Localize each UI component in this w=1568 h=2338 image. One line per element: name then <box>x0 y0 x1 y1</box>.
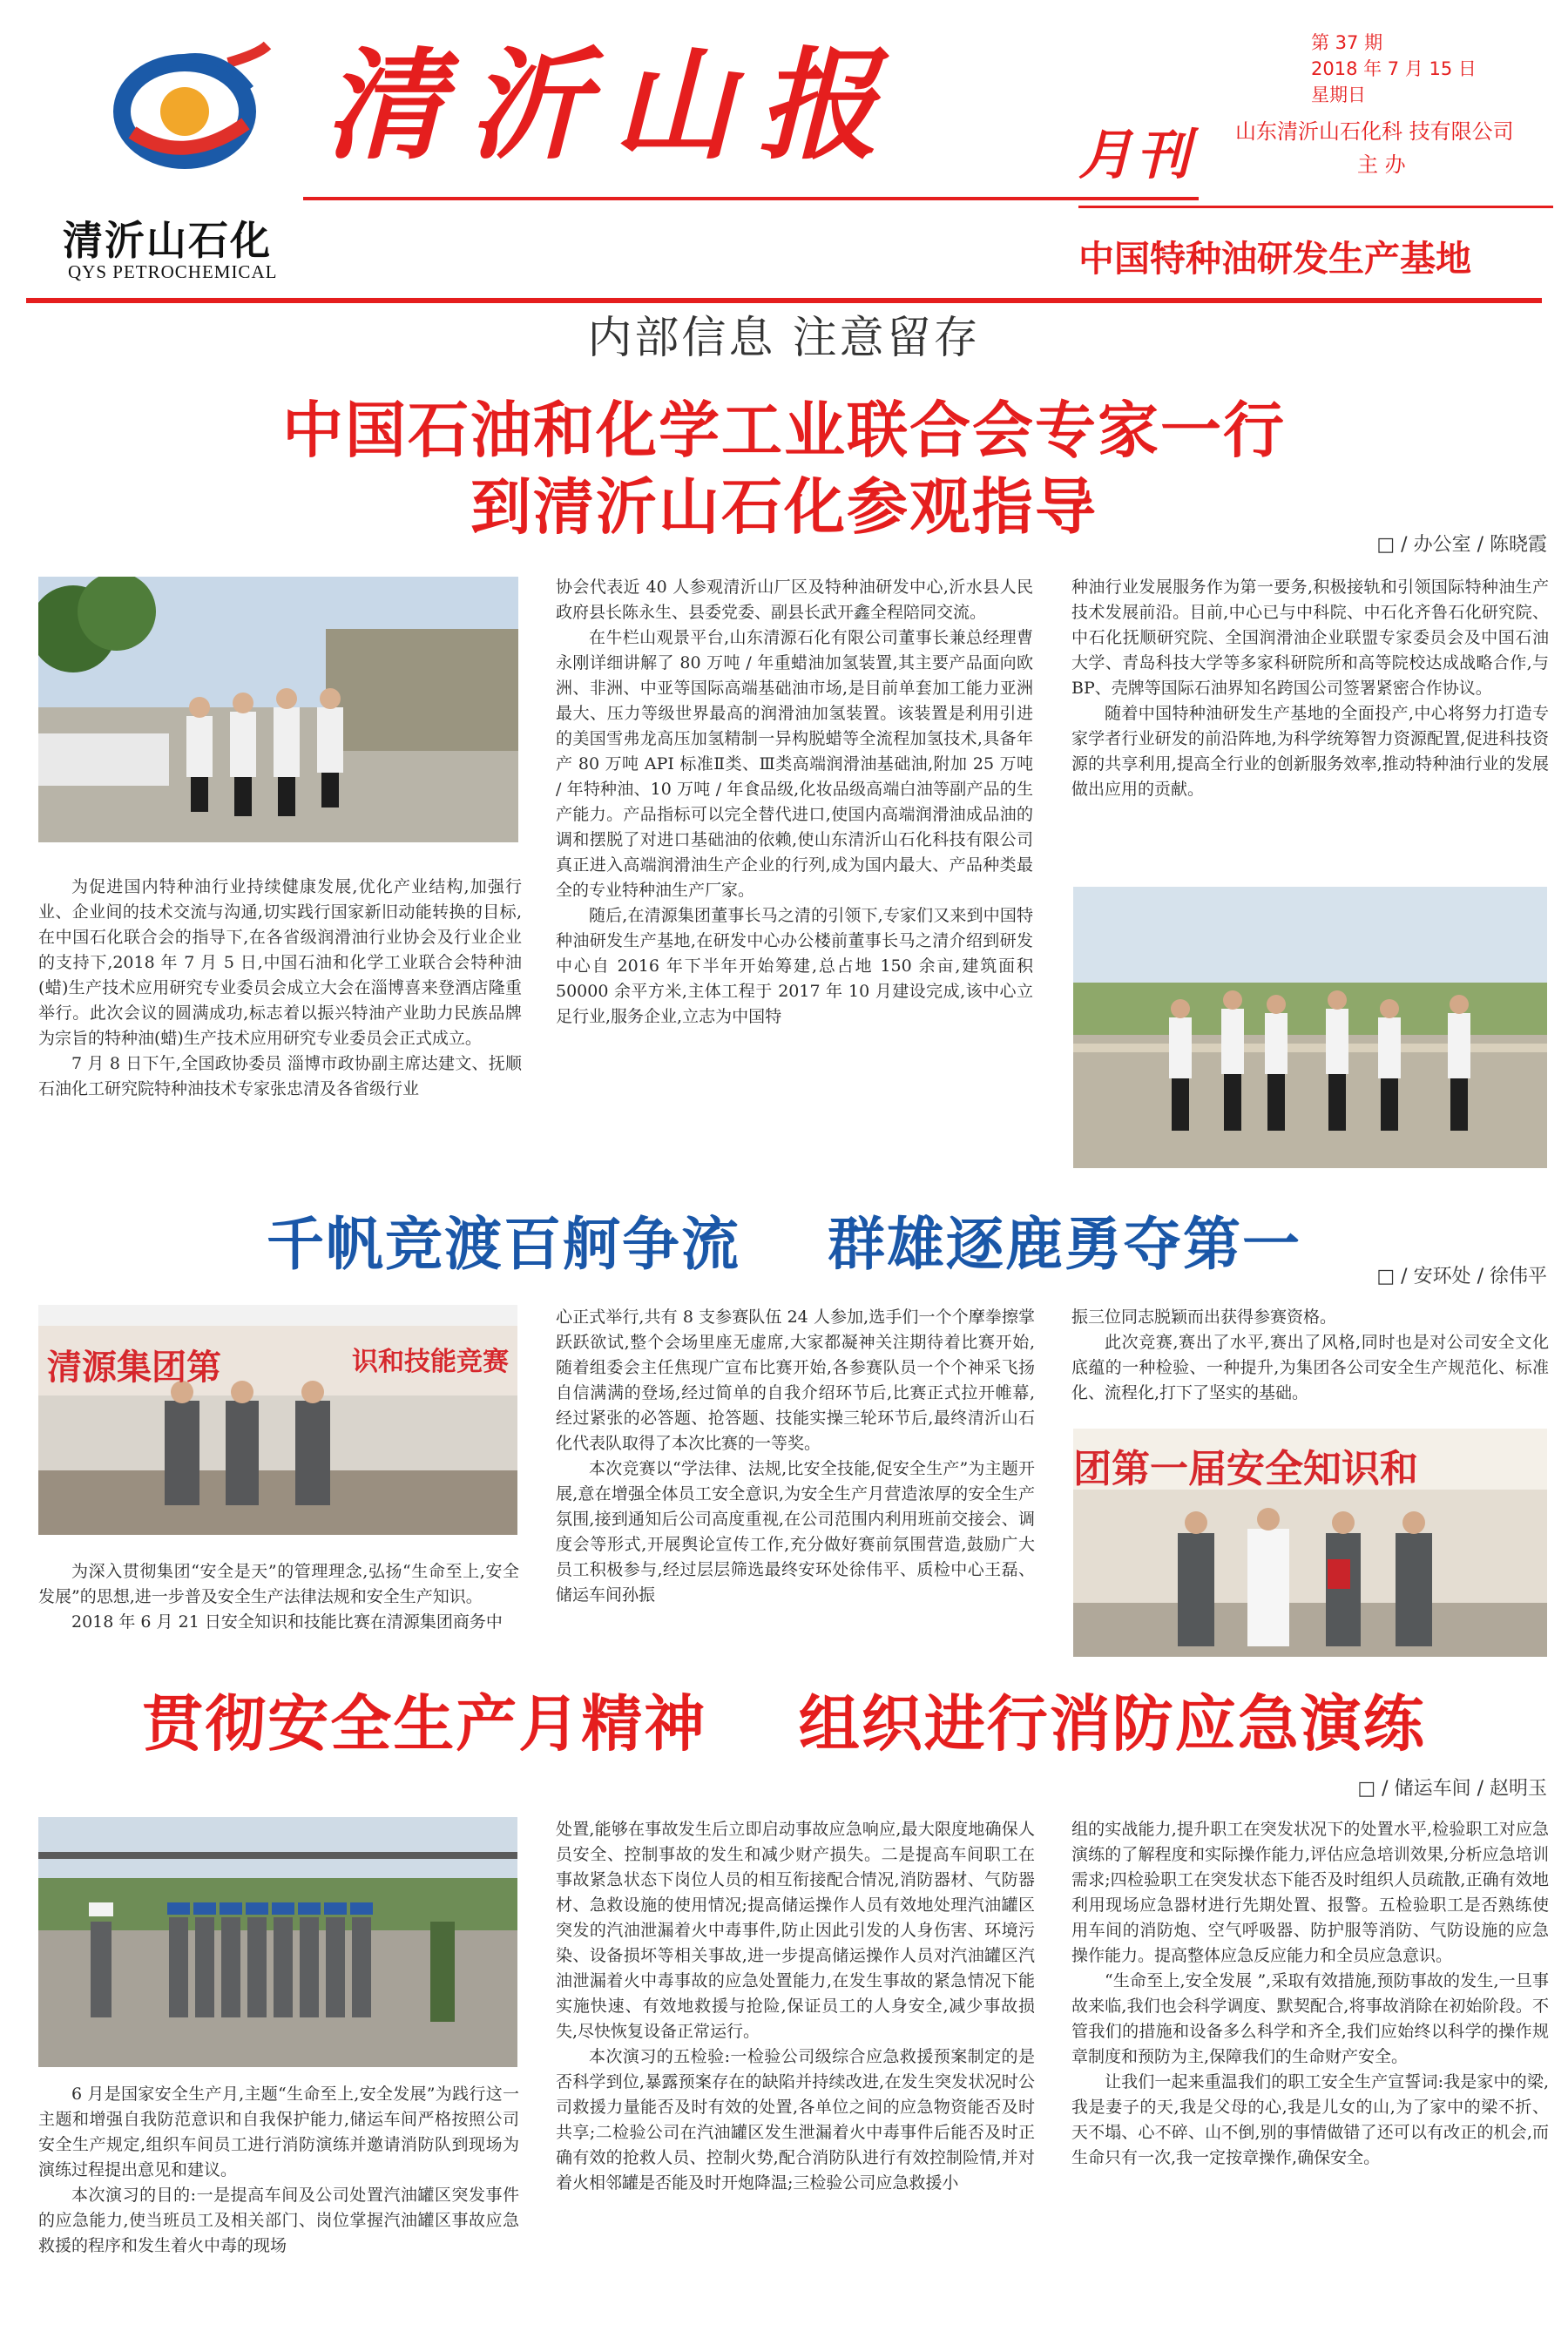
paragraph: 处置,能够在事故发生后立即启动事故应急响应,最大限度地确保人员安全、控制事故的发生和减少财产损失。二是提高车间职工在事故紧急状态下岗位人员的相互衔接配合情况,消防器材、气防器材、急救设施的使用情况;提高储运操作人员有效地处理汽油罐区突发的汽油泄漏着火中毒事件,防止因此引发的人身伤害、环境污染、设备损坏等相关事故,进一步提高储运操作人员对汽油罐区汽油泄漏着火中毒事故的应急处置能力,在发生事故的紧急情况下能实施快速、有效地救援与抢险,保证员工的人身安全,减少事故损失,尽快恢复设备正常运行。 <box>556 1820 1035 2041</box>
article1-headline <box>44 392 1524 545</box>
paragraph: 6 月是国家安全生产月,主题“生命至上,安全发展”为践行这一主题和增强自我防范意识和自我保护能力,储运车间严格按照公司安全生产规定,组织车间员工进行消防演练并邀请消防队到现场为演练过程提出意见和建议。 <box>38 2085 519 2179</box>
logo-text: 清沂山石化 <box>63 217 272 264</box>
article3-byline: □ / 储运车间 / 赵明玉 <box>1357 1778 1547 1800</box>
paragraph: 协会代表近 40 人参观清沂山厂区及特种油研发中心,沂水县人民政府县长陈永生、县委党委、副县长武开鑫全程陪同交流。 <box>556 578 1033 622</box>
paragraph: 在牛栏山观景平台,山东清源石化有限公司董事长兼总经理曹永刚详细讲解了 80 万吨 / 年重蜡油加氢装置,其主要产品面向欧洲、非洲、中亚等国际高端基础油市场,是目前单套加工能力亚洲最大、压力等级世界最高的润滑油加氢装置。该装置是利用引进的美国雪弗龙高压加氢精制一异构脱蜡等全流程加氢技术,具备年产 80 万吨 API 标准Ⅱ类、Ⅲ类高端润滑油基础油,附加 25 万吨 / 年特种油、10 万吨 / 年食品级,化妆品级高端白油等副产品的生产能力。产品指标可以完全替代进口,使国内高端润滑油成品油的调和摆脱了对进口基础油的依赖,使山东清沂山石化科技有限公司真正进入高端润滑油生产企业的行列,成为国内最大、产品种类最全的专业特种油生产厂家。 <box>556 628 1033 900</box>
paragraph: 本次演习的五检验:一检验公司级综合应急救援预案制定的是否科学到位,暴露预案存在的缺陷并持续改进,在发生突发状况时公司救援力量能否及时有效的处置,各单位之间的应急物资能否及时共享;二检验公司在汽油罐区发生泄漏着火中毒事件后能否及时正确有效的抢救人员、控制火势,配合消防队进行有效控制险情,并对着火相邻罐是否能及时开炮降温;三检验公司应急救援小 <box>556 2047 1035 2193</box>
issue-date: 2018 年 7 月 15 日 <box>1311 58 1477 79</box>
article1-title-line2: 到清沂山石化参观指导 <box>470 470 1098 543</box>
article3-column1 <box>38 2082 519 2335</box>
paragraph: 随着中国特种油研发生产基地的全面投产,中心将努力打造专家学者行业研发的前沿阵地,为科学统筹智力资源配置,促进科技资源的共享利用,提高全行业的创新服务效率,推动特种油行业的发展做出应用的贡献。 <box>1071 704 1549 799</box>
issue-info <box>1311 30 1546 108</box>
publisher-info <box>1235 115 1558 181</box>
article3-photo-drill <box>38 1817 517 2067</box>
paragraph: 为促进国内特种油行业持续健康发展,优化产业结构,加强行业、企业间的技术交流与沟通,切实践行国家新旧动能转换的目标,在中国石化联合会的指导下,在各省级润滑油行业协会及行业企业的支持下,2018 年 7 月 5 日,中国石油和化学工业联合会特种油(蜡)生产技术应用研究专业委员会成立大会在淄博喜来登酒店隆重举行。此次会议的圆满成功,标志着以振兴特油产业助力民族品牌为宗旨的特种油(蜡)生产技术应用研究专业委员会正式成立。 <box>38 877 522 1048</box>
paragraph: 组的实战能力,提升职工在突发状况下的处置水平,检验职工对应急演练的了解程度和实际操作能力,评估应急培训效果,分析应急培训需求;四检验职工在突发状态下能否及时组织人员疏散,正确有效地利用现场应急器材进行先期处置、报警。五检验职工是否熟练使用车间的消防炮、空气呼吸器、防护服等消防、气防设施的应急操作能力。提高整体应急反应能力和全员应急意识。 <box>1071 1820 1549 1965</box>
slogan: 中国特种油研发生产基地 <box>1078 238 1471 280</box>
publication-frequency: 月刊 <box>1078 123 1194 186</box>
article2-photo-award <box>1073 1429 1547 1657</box>
article1-column2 <box>556 575 1033 1179</box>
publisher-name: 山东清沂山石化科 技有限公司 <box>1235 119 1514 144</box>
article1-byline: □ / 办公室 / 陈晓霞 <box>1376 534 1547 556</box>
company-logo-icon <box>98 37 272 176</box>
paragraph: 为深入贯彻集团“安全是天”的管理理念,弘扬“生命至上,安全发展”的思想,进一步普及安全生产法律法规和安全生产知识。 <box>38 1562 519 1606</box>
issue-number: 第 37 期 <box>1311 32 1383 53</box>
issue-weekday: 星期日 <box>1311 84 1366 105</box>
publisher-role: 主 办 <box>1357 152 1406 177</box>
article1-column1 <box>38 875 522 1179</box>
photo2-banner-text: 团第一届安全知识和 <box>1073 1447 1418 1491</box>
masthead <box>0 0 1568 309</box>
paragraph: 随后,在清源集团董事长马之清的引领下,专家们又来到中国特种油研发生产基地,在研发中心办公楼前董事长马之清介绍到研发中心自 2016 年下半年开始筹建,总占地 150 余亩,建筑面积 50000 余平方米,主体工程于 2017 年 10 月建设完成,该中心立足行业,服务企业,立志为中国特 <box>556 906 1033 1026</box>
article3-headline <box>44 1686 1524 1762</box>
article3-column2 <box>556 1817 1035 2335</box>
article3-title: 贯彻安全生产月精神 组织进行消防应急演练 <box>142 1687 1426 1760</box>
paragraph: 7 月 8 日下午,全国政协委员 淄博市政协副主席达建文、抚顺石油化工研究院特种油技术专家张忠清及各省级行业 <box>38 1054 522 1098</box>
slogan-topline <box>1078 206 1553 208</box>
article3-column3 <box>1071 1817 1549 2335</box>
article2-headline: 千帆竞渡百舸争流 群雄逐鹿勇夺第一 <box>267 1210 1301 1278</box>
internal-notice: 内部信息 注意留存 <box>587 313 981 364</box>
article1-photo-visit <box>38 577 518 842</box>
article1-column3 <box>1071 575 1549 880</box>
newspaper-title: 清沂山报 <box>324 34 903 176</box>
paragraph: 此次竞赛,赛出了水平,赛出了风格,同时也是对公司安全文化底蕴的一种检验、一种提升,为集团各公司安全生产规范化、标准化、流程化,打下了坚实的基础。 <box>1071 1333 1549 1402</box>
logo-subtitle: QYS PETROCHEMICAL <box>68 261 278 282</box>
article1-photo-group <box>1073 887 1547 1168</box>
article2-column2 <box>556 1305 1035 1690</box>
paragraph: “生命至上,安全发展 ”,采取有效措施,预防事故的发生,一旦事故来临,我们也会科学调度、默契配合,将事故消除在初始阶段。不管我们的措施和设备多么科学和齐全,我们应始终以科学的操作规章制度和预防为主,保障我们的生命财产安全。 <box>1071 1971 1549 2066</box>
article2-photo-competition <box>38 1305 517 1535</box>
photo1-banner-text: 清源集团第 <box>47 1348 221 1388</box>
paragraph: 心正式举行,共有 8 支参赛队伍 24 人参加,选手们一个个摩拳擦掌跃跃欲试,整个会场里座无虚席,大家都凝神关注期待着比赛开始,随着组委会主任焦现广宣布比赛开始,各参赛队员一个个神采飞扬自信满满的登场,经过简单的自我介绍环节后,比赛正式拉开帷幕,经过紧张的必答题、抢答题、技能实操三轮环节后,最终清沂山石化代表队取得了本次比赛的一等奖。 <box>556 1308 1035 1453</box>
paragraph: 振三位同志脱颖而出获得参赛资格。 <box>1071 1308 1337 1327</box>
article2-column1 <box>38 1559 519 1690</box>
paragraph: 让我们一起来重温我们的职工安全生产宣誓词:我是家中的梁,我是妻子的天,我是父母的心,我是儿女的山,为了家中的梁不折、天不塌、心不碎、山不倒,别的事情做错了还可以有改正的机会,而生命只有一次,我一定按章操作,确保安全。 <box>1071 2072 1549 2167</box>
title-underline <box>303 197 1199 200</box>
article2-byline: □ / 安环处 / 徐伟平 <box>1376 1266 1547 1287</box>
article2-column3 <box>1071 1305 1549 1427</box>
article1-title-line1: 中国石油和化学工业联合会专家一行 <box>282 394 1286 466</box>
paragraph: 本次演习的目的:一是提高车间及公司处置汽油罐区突发事件的应急能力,使当班员工及相关部门、岗位掌握汽油罐区事故应急救援的程序和发生着火中毒的现场 <box>38 2186 519 2255</box>
photo1-banner-text-right: 识和技能竞赛 <box>352 1347 509 1377</box>
paragraph: 本次竞赛以“学法律、法规,比安全技能,促安全生产”为主题开展,意在增强全体员工安全意识,为安全生产月营造浓厚的安全生产氛围,接到通知后公司高度重视,在公司范围内利用班前交接会、调度会等形式,开展舆论宣传工作,充分做好赛前氛围营造,鼓励广大员工积极参与,经过层层筛选最终安环处徐伟平、质检中心王磊、储运车间孙振 <box>556 1459 1035 1605</box>
paragraph: 2018 年 6 月 21 日安全知识和技能比赛在清源集团商务中 <box>71 1612 503 1632</box>
paragraph: 种油行业发展服务作为第一要务,积极接轨和引领国际特种油生产技术发展前沿。目前,中心已与中科院、中石化齐鲁石化研究院、中石化抚顺研究院、全国润滑油企业联盟专家委员会及中国石油大学、青岛科技大学等多家科研院所和高等院校达成战略合作,与 BP、壳牌等国际石油界知名跨国公司签署紧密合作协议。 <box>1071 578 1549 698</box>
